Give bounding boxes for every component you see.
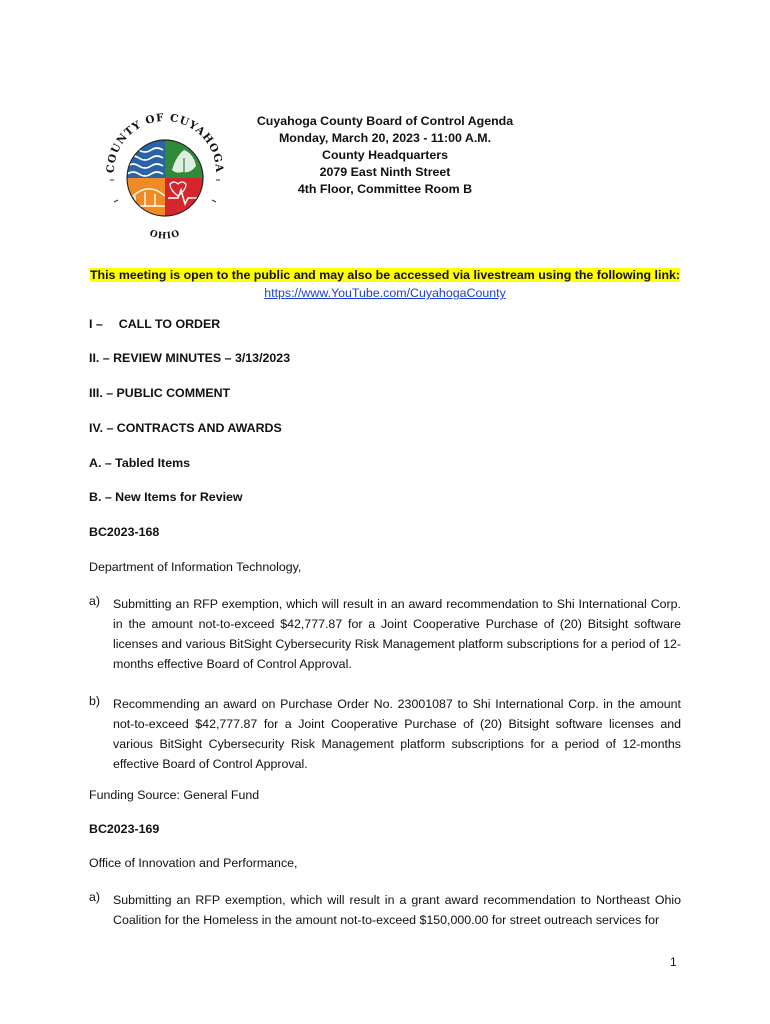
section-contracts-awards: IV. – CONTRACTS AND AWARDS	[89, 421, 282, 435]
item-department: Department of Information Technology,	[89, 560, 302, 574]
county-seal-logo	[100, 110, 230, 244]
svg-text:OHIO: OHIO	[148, 228, 182, 242]
section-tabled-items: A. – Tabled Items	[89, 456, 190, 470]
item-department: Office of Innovation and Performance,	[89, 856, 298, 870]
funding-source: Funding Source: General Fund	[89, 788, 260, 802]
item-id-bc2023-169: BC2023-169	[89, 822, 160, 836]
item-id-bc2023-168: BC2023-168	[89, 525, 160, 539]
livestream-notice	[86, 266, 684, 302]
section-review-minutes: II. – REVIEW MINUTES – 3/13/2023	[89, 351, 291, 365]
item-paragraph-a: a) Submitting an RFP exemption, which will result in an award recommendation to Shi International Corp. in the amount not-to-exceed $42,777.87 for a Joint Cooperative Purchase of (20) Bitsight software licenses and various BitSight Cybersecurity Risk Management platform subscriptions for a period of 12-months effective Board of Control Approval.	[89, 594, 681, 671]
section-call-to-order: I – CALL TO ORDER	[89, 317, 221, 331]
livestream-notice-text: This meeting is open to the public and may also be accessed via livestream using the following link:	[89, 268, 681, 282]
header-title: Cuyahoga County Board of Control Agenda	[256, 114, 514, 128]
livestream-link[interactable]: https://www.YouTube.com/CuyahogaCounty	[264, 286, 506, 300]
section-new-items: B. – New Items for Review	[89, 490, 243, 504]
page-number: 1	[670, 955, 677, 969]
item-paragraph-a: a) Submitting an RFP exemption, which will result in a grant award recommendation to Northeast Ohio Coalition for the Homeless in the amount not-to-exceed $150,000.00 for street outreach services for	[89, 890, 681, 927]
svg-text:COUNTY OF CUYAHOGA: COUNTY OF CUYAHOGA	[104, 111, 226, 174]
item-paragraph-b: b) Recommending an award on Purchase Order No. 23001087 to Shi International Corp. in the amount not-to-exceed $42,777.87 for a Joint Cooperative Purchase of (20) Bitsight software licenses and various BitSight Cybersecurity Risk Management platform subscriptions for a period of 12-months effective Board of Control Approval.	[89, 694, 681, 771]
header-date: Monday, March 20, 2023 - 11:00 A.M.	[278, 131, 492, 145]
section-public-comment: III. – PUBLIC COMMENT	[89, 386, 231, 400]
header-location: County Headquarters	[322, 148, 448, 162]
header-address: 2079 East Ninth Street	[319, 165, 451, 179]
header-room: 4th Floor, Committee Room B	[297, 182, 473, 196]
agenda-header	[226, 113, 544, 198]
